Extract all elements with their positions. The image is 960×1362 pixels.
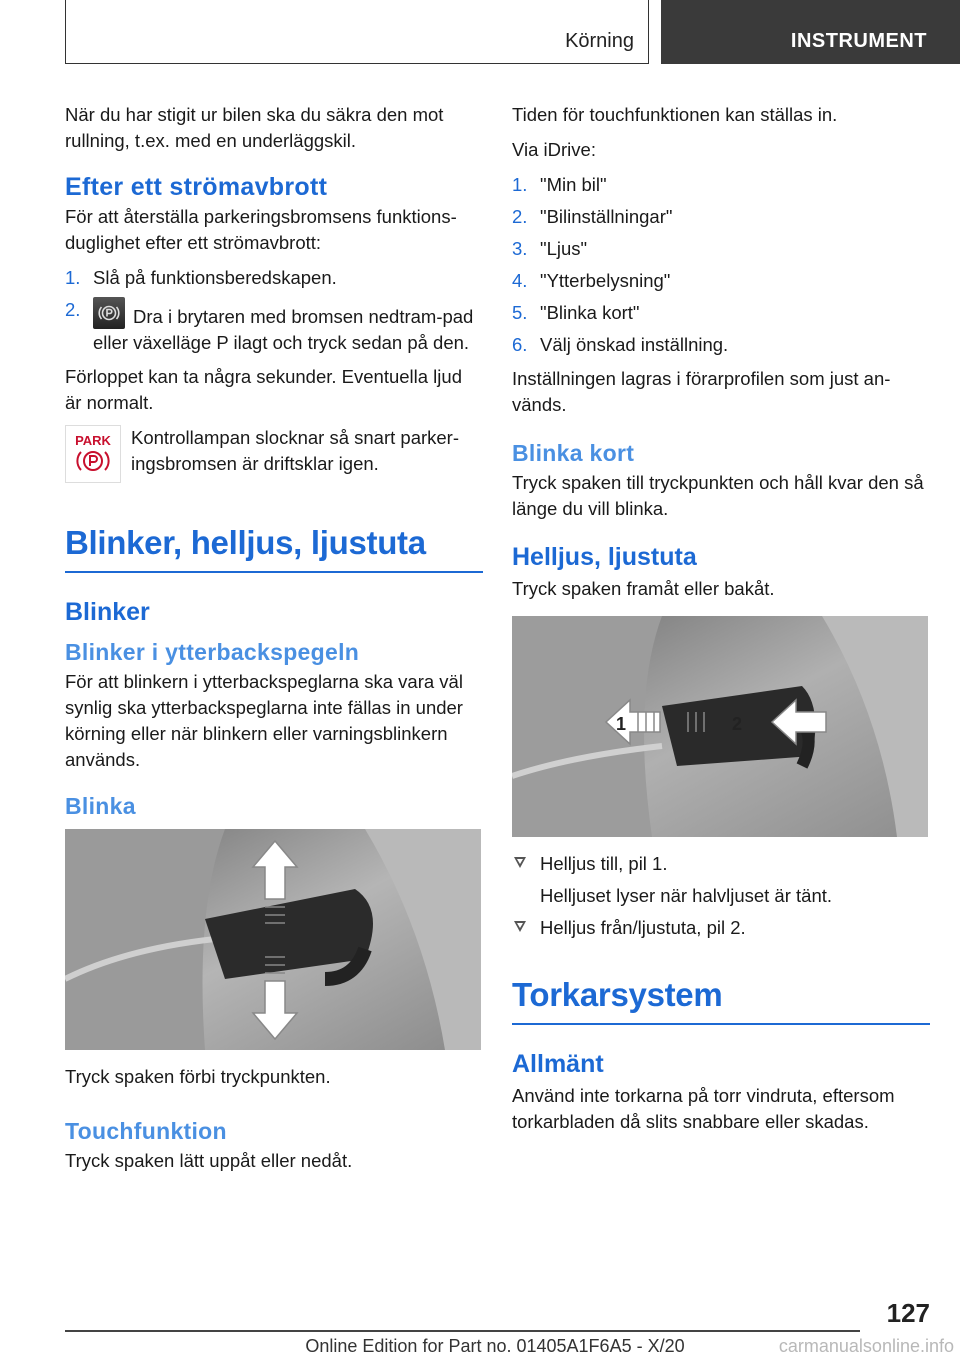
header-chapter-tab [661,0,960,64]
heading-blinka: Blinka [65,793,136,819]
heading-mirror-blinker: Blinker i ytterbackspegeln [65,639,360,665]
list-item [512,236,930,262]
allmant-paragraph: Använd inte torkarna på torr vindruta, eftersom torkarbladen då slits snabbare eller skadas. [512,1085,895,1132]
park-warning-light-icon [65,425,121,483]
heading-blinka-kort: Blinka kort [512,440,635,466]
arrow-label-2: 2 [732,714,743,734]
step-number: 5. [512,302,528,323]
saved-paragraph: Inställningen lagras i förarprofilen som just an-vänds. [512,368,891,415]
triangle-bullet-icon [514,857,526,868]
step-number: 2. [65,299,81,320]
time-paragraph: Tiden för touchfunktionen kan ställas in. [512,104,838,125]
list-item [65,265,483,291]
header-section-label: Körning [565,30,634,52]
via-paragraph: Via iDrive: [512,139,596,160]
left-column [65,102,483,1183]
watermark: carmanualsonline.info [778,1336,954,1356]
step-text: Välj önskad inställning. [540,334,729,355]
helljus-paragraph: Tryck spaken framåt eller bakåt. [512,578,775,599]
page-number: 127 [886,1298,930,1328]
step-text: "Ljus" [540,238,588,259]
footer-divider [65,1330,860,1332]
header-chapter-label: INSTRUMENT [790,30,927,52]
power-steps-list [65,265,483,356]
step-number: 1. [512,174,528,195]
list-item [512,268,930,294]
note-text: Kontrollampan slocknar så snart parker-ingsbromsen är driftsklar igen. [131,427,460,474]
park-icon-label: PARK [75,432,111,448]
list-item [512,300,930,326]
step-text: "Blinka kort" [540,302,640,323]
step-text: "Bilinställningar" [540,206,673,227]
heading-helljus: Helljus, ljustuta [512,543,697,571]
step-number: 2. [512,206,528,227]
idrive-steps-list [512,172,930,358]
intro-paragraph: När du har stigit ur bilen ska du säkra den mot rullning, t.ex. med en underläggskil. [65,104,444,151]
heading-torkarsystem: Torkarsystem [512,975,930,1025]
bullet-text: Helljus till, pil 1. [540,853,668,874]
step-text: "Ytterbelysning" [540,270,671,291]
process-paragraph: Förloppet kan ta några sekunder. Eventuella ljud är normalt. [65,366,462,413]
mirror-paragraph: För att blinkern i ytterbackspeglarna ska vara väl synlig ska ytterbackspeglarna inte fällas in under körning eller när blinkern eller varningsblinkern används. [65,671,463,770]
step-text: Slå på funktionsberedskapen. [93,267,337,288]
heading-blinker: Blinker [65,598,150,626]
list-item [512,204,930,230]
blinka-caption: Tryck spaken förbi tryckpunkten. [65,1066,331,1087]
kort-paragraph: Tryck spaken till tryckpunkten och håll kvar den så länge du vill blinka. [512,472,924,519]
list-item [512,915,930,941]
step-number: 4. [512,270,528,291]
heading-allmant: Allmänt [512,1050,604,1078]
indicator-note [65,425,483,483]
step-number: 1. [65,267,81,288]
heading-blinker-main: Blinker, helljus, ljustuta [65,523,483,573]
high-beam-stalk-photo [512,616,928,837]
triangle-bullet-icon [514,921,526,932]
step-text: "Min bil" [540,174,607,195]
blinker-stalk-photo [65,829,481,1050]
bullet-text: Helljus från/ljustuta, pil 2. [540,917,746,938]
footer-edition: Online Edition for Part no. 01405A1F6A5 - X/20 [305,1336,685,1356]
list-item [65,297,483,356]
step-number: 6. [512,334,528,355]
step-number: 3. [512,238,528,259]
touch-paragraph: Tryck spaken lätt uppåt eller nedåt. [65,1150,353,1171]
helljus-bullet-list [512,851,930,941]
heading-power-outage: Efter ett strömavbrott [65,173,328,201]
heading-touch: Touchfunktion [65,1118,227,1144]
parking-brake-switch-icon [93,297,125,329]
arrow-label-1: 1 [616,714,627,734]
list-item [512,172,930,198]
power-paragraph: För att återställa parkeringsbromsens funktions-duglighet efter ett strömavbrott: [65,206,457,253]
right-column [512,102,930,1144]
bullet-subtext: Helljuset lyser när halvljuset är tänt. [540,885,833,906]
step-text: Dra i brytaren med bromsen nedtram-pad eller växelläge P ilagt och tryck sedan på den. [93,306,474,353]
list-item [512,332,930,358]
header-section-tab [65,0,649,64]
list-item [512,851,930,909]
